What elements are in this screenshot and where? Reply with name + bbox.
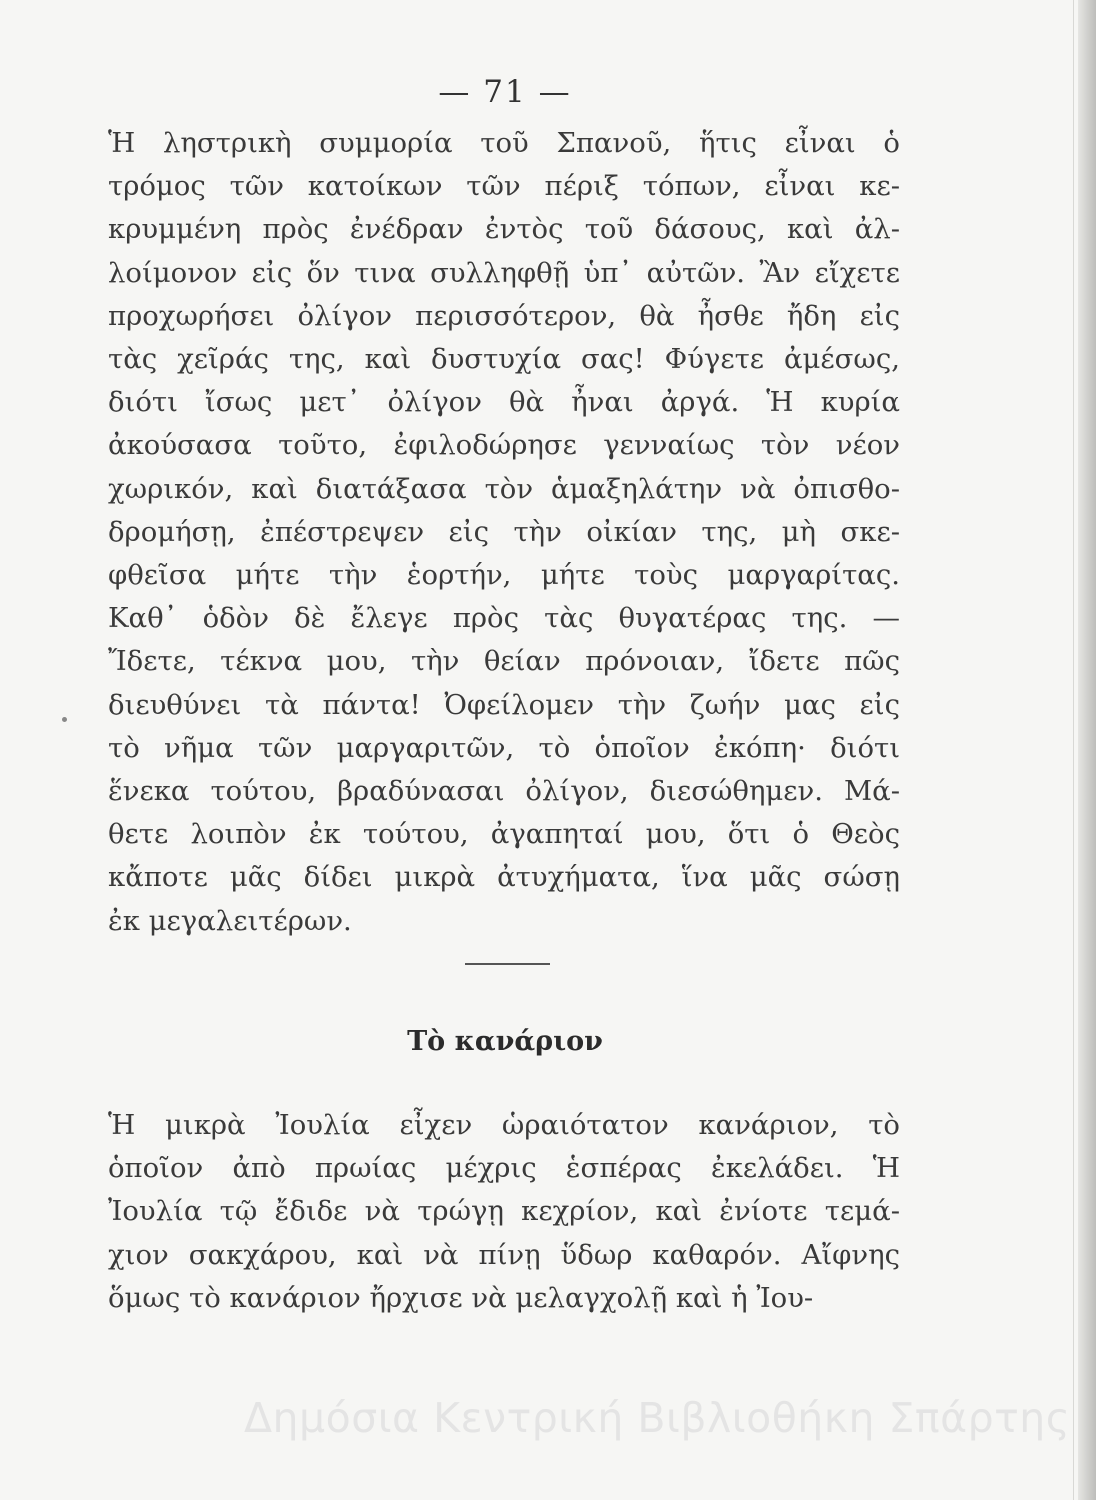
text-line: χωρικόν, καὶ διατάξασα τὸν ἁμαξηλάτην νὰ ὀπισθο- bbox=[108, 472, 900, 505]
page-edge-line bbox=[1073, 0, 1074, 1500]
paragraph-main bbox=[108, 122, 900, 943]
text-line: Καθ᾽ ὁδὸν δὲ ἔλεγε πρὸς τὰς θυγατέρας της. — bbox=[108, 602, 900, 635]
text-line: Ἰουλία τῷ ἔδιδε νὰ τρώγῃ κεχρίον, καὶ ἐνίοτε τεμά- bbox=[108, 1195, 900, 1228]
text-line: τὸ νῆμα τῶν μαργαριτῶν, τὸ ὁποῖον ἐκόπη· διότι bbox=[108, 731, 900, 764]
text-line: κρυμμένη πρὸς ἐνέδραν ἐντὸς τοῦ δάσους, καὶ ἀλ- bbox=[108, 213, 900, 246]
section-title: Τὸ κανάριον bbox=[407, 1026, 603, 1057]
text-line: ὁποῖον ἀπὸ πρωίας μέχρις ἑσπέρας ἐκελάδει. Ἡ bbox=[108, 1152, 900, 1185]
text-line: Ἡ μικρὰ Ἰουλία εἶχεν ὡραιότατον κανάριον, τὸ bbox=[108, 1109, 900, 1141]
margin-mark bbox=[62, 717, 67, 722]
text-line: κἄποτε μᾶς δίδει μικρὰ ἀτυχήματα, ἵνα μᾶς σώσῃ bbox=[108, 861, 900, 894]
text-line: χιον σακχάρου, καὶ νὰ πίνῃ ὕδωρ καθαρόν. Αἴφνης bbox=[108, 1238, 900, 1271]
book-spine-shadow bbox=[1078, 0, 1096, 1500]
text-line: Ἡ ληστρικὴ συμμορία τοῦ Σπανοῦ, ἥτις εἶναι ὁ bbox=[108, 127, 900, 159]
text-line: προχωρήσει ὀλίγον περισσότερον, θὰ ἦσθε ἤδη εἰς bbox=[108, 299, 900, 332]
library-watermark: Δημόσια Κεντρική Βιβλιοθήκη Σπάρτης bbox=[244, 1394, 1071, 1442]
section-divider bbox=[465, 963, 550, 965]
text-line: θετε λοιπὸν ἐκ τούτου, ἀγαπηταί μου, ὅτι ὁ Θεὸς bbox=[108, 818, 900, 851]
paragraph-canary bbox=[108, 1104, 900, 1320]
text-line: τὰς χεῖράς της, καὶ δυστυχία σας! Φύγετε ἀμέσως, bbox=[108, 343, 900, 376]
text-line: λοίμονον εἰς ὅν τινα συλληφθῇ ὑπ᾽ αὐτῶν. Ἂν εἴχετε bbox=[108, 256, 900, 289]
text-line: διότι ἴσως μετ᾽ ὀλίγον θὰ ἦναι ἀργά. Ἡ κυρία bbox=[108, 386, 900, 419]
text-line: Ἴδετε, τέκνα μου, τὴν θείαν πρόνοιαν, ἴδετε πῶς bbox=[108, 645, 900, 678]
text-line: φθεῖσα μήτε τὴν ἑορτήν, μήτε τοὺς μαργαρίτας. bbox=[108, 559, 900, 592]
text-line: ὅμως τὸ κανάριον ἤρχισε νὰ μελαγχολῇ καὶ ἡ Ἰου- bbox=[108, 1281, 814, 1314]
text-line: διευθύνει τὰ πάντα! Ὀφείλομεν τὴν ζωήν μας εἰς bbox=[108, 688, 900, 721]
text-line: δρομήσῃ, ἐπέστρεψεν εἰς τὴν οἰκίαν της, μὴ σκε- bbox=[108, 515, 900, 548]
text-line: ἐκ μεγαλειτέρων. bbox=[108, 904, 352, 937]
text-line: τρόμος τῶν κατοίκων τῶν πέριξ τόπων, εἶναι κε- bbox=[108, 170, 900, 203]
text-line: ἕνεκα τούτου, βραδύνασαι ὀλίγον, διεσώθημεν. Μά- bbox=[108, 775, 900, 808]
page-number: — 71 — bbox=[438, 74, 572, 110]
text-line: ἀκούσασα τοῦτο, ἐφιλοδώρησε γενναίως τὸν νέον bbox=[108, 429, 900, 462]
